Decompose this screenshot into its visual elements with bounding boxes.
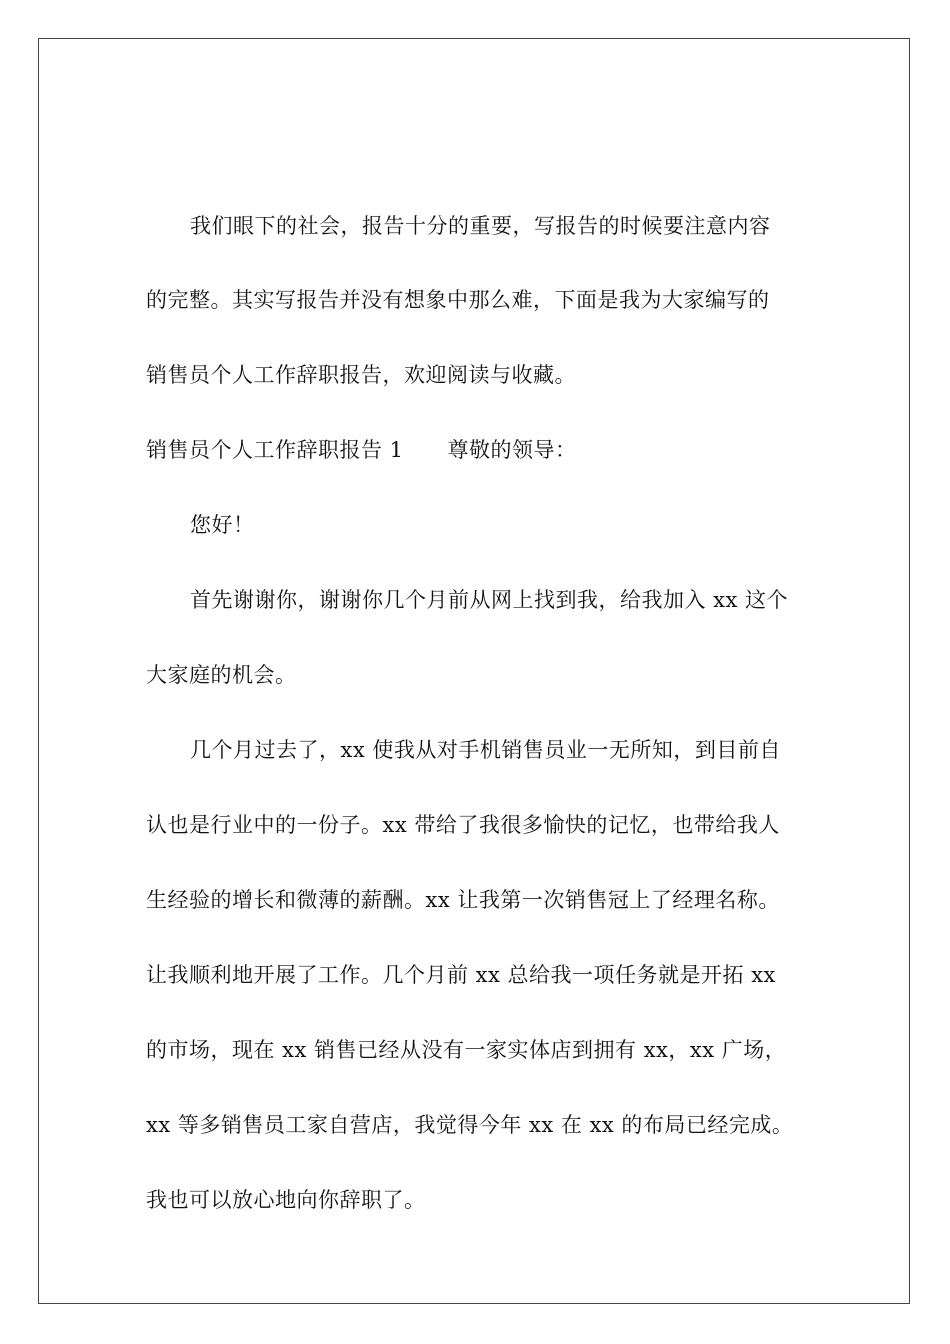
- body-line-6: 让我顺利地开展了工作。几个月前 xx 总给我一项任务就是开拓 xx: [146, 963, 776, 987]
- body-line-3: 几个月过去了，xx 使我从对手机销售员业一无所知，到目前自: [190, 738, 781, 762]
- section-heading-line: [146, 435, 577, 465]
- body-line-5: 生经验的增长和微薄的薪酬。xx 让我第一次销售冠上了经理名称。: [146, 888, 780, 912]
- intro-line-2: 的完整。其实写报告并没有想象中那么难，下面是我为大家编写的: [146, 288, 770, 312]
- body-line-2: 大家庭的机会。: [146, 663, 297, 687]
- greeting: 您好！: [190, 513, 255, 537]
- body-line-7: 的市场，现在 xx 销售已经从没有一家实体店到拥有 xx，xx 广场，: [146, 1038, 787, 1062]
- intro-line-1: 我们眼下的社会，报告十分的重要，写报告的时候要注意内容: [190, 214, 771, 238]
- section-title: 销售员个人工作辞职报告 1: [146, 438, 404, 462]
- body-line-8: xx 等多销售员工家自营店，我觉得今年 xx 在 xx 的布局已经完成。: [146, 1113, 794, 1137]
- intro-line-3: 销售员个人工作辞职报告，欢迎阅读与收藏。: [146, 363, 576, 387]
- body-line-1: 首先谢谢你，谢谢你几个月前从网上找到我，给我加入 xx 这个: [190, 588, 789, 612]
- salutation: 尊敬的领导：: [447, 438, 577, 462]
- body-line-4: 认也是行业中的一份子。xx 带给了我很多愉快的记忆，也带给我人: [146, 813, 780, 837]
- body-line-9: 我也可以放心地向你辞职了。: [146, 1188, 426, 1212]
